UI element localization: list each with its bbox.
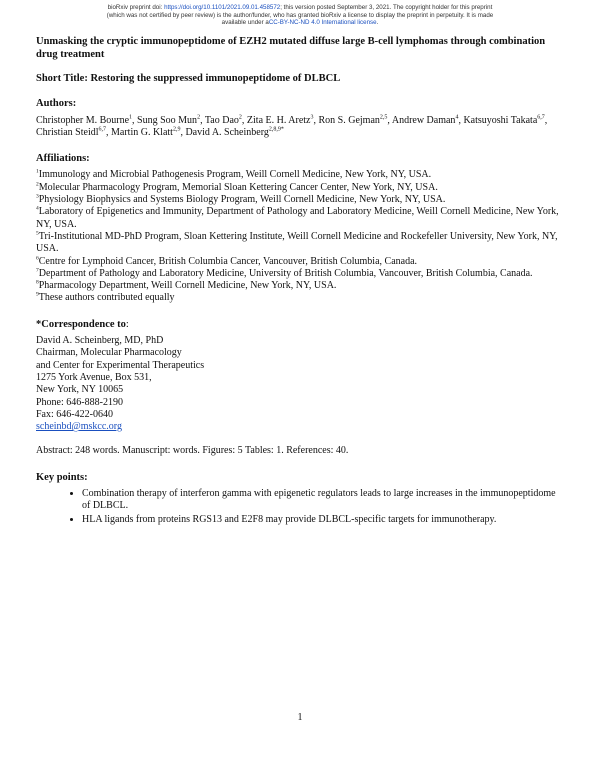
word-counts: Abstract: 248 words. Manuscript: words. Figures: 5 Tables: 1. References: 40. bbox=[36, 445, 349, 457]
affiliation-item bbox=[36, 256, 566, 268]
correspondence-line: Phone: 646-888-2190 bbox=[36, 396, 123, 408]
key-points-heading: Key points: bbox=[36, 471, 88, 483]
author-separator: , bbox=[132, 114, 138, 126]
short-title: Short Title: Restoring the suppressed immunopeptidome of DLBCL bbox=[36, 73, 341, 84]
author-affiliation-sup: 2,8,9* bbox=[268, 126, 284, 133]
affiliation-item bbox=[36, 292, 566, 304]
license-link[interactable]: CC-BY-NC-ND 4.0 International license bbox=[268, 19, 377, 27]
author-name: Andrew Daman bbox=[391, 114, 456, 126]
correspondence-line: Chairman, Molecular Pharmacology bbox=[36, 347, 182, 359]
affiliation-number: 7 bbox=[36, 267, 39, 274]
page-number: 1 bbox=[297, 712, 303, 723]
correspondence-line: 1275 York Avenue, Box 531, bbox=[36, 371, 152, 383]
affiliation-list bbox=[36, 169, 566, 304]
author-name: Christopher M. Bourne bbox=[36, 114, 130, 126]
affiliation-text: Physiology Biophysics and Systems Biology Program, Weill Cornell Medicine, New York, NY, USA. bbox=[38, 194, 446, 206]
affiliation-text: Pharmacology Department, Weill Cornell Medicine, New York, NY, USA. bbox=[38, 280, 337, 292]
preprint-banner bbox=[40, 4, 560, 27]
affiliation-text: Laboratory of Epigenetics and Immunity, Department of Pathology and Laboratory Medicine, Weill Cornell Medicine, New York, NY, USA. bbox=[36, 206, 559, 230]
affiliation-number: 8 bbox=[36, 279, 39, 286]
paper-title: Unmasking the cryptic immunopeptidome of EZH2 mutated diffuse large B-cell lymphomas through combination drug treatment bbox=[36, 36, 546, 60]
affiliation-item bbox=[36, 280, 566, 292]
affiliation-number: 9 bbox=[36, 292, 39, 299]
author-separator: , bbox=[313, 114, 319, 126]
author-affiliation-sup: 2 bbox=[197, 114, 201, 121]
author-separator: , bbox=[458, 114, 464, 126]
affiliation-number: 3 bbox=[36, 193, 39, 200]
key-point-item: • Combination therapy of interferon gamma with epigenetic regulators leads to large increases in the immunopeptidome of DLBCL. bbox=[82, 488, 566, 513]
affiliation-number: 4 bbox=[36, 206, 39, 213]
author-affiliation-sup: 1 bbox=[129, 114, 133, 121]
authors-heading: Authors: bbox=[36, 98, 77, 110]
author-affiliation-sup: 6,7 bbox=[98, 126, 106, 133]
author-name: Katsuyoshi Takata bbox=[463, 114, 538, 126]
affiliation-text: Department of Pathology and Laboratory Medicine, University of British Columbia, Vancouver, British Columbia, Canada. bbox=[38, 267, 533, 279]
author-name: Sung Soo Mun bbox=[137, 114, 198, 126]
author-separator: , bbox=[180, 126, 186, 138]
affiliation-item bbox=[36, 182, 566, 194]
doi-link[interactable]: https://doi.org/10.1101/2021.09.01.458572 bbox=[164, 4, 281, 11]
affiliation-item bbox=[36, 231, 566, 256]
author-affiliation-sup: 2,5 bbox=[379, 114, 388, 121]
affiliation-item bbox=[36, 169, 566, 181]
correspondence-line: Fax: 646-422-0640 bbox=[36, 408, 113, 420]
author-affiliation-sup: 6,7 bbox=[537, 114, 545, 121]
affiliation-text: Molecular Pharmacology Program, Memorial Sloan Kettering Cancer Center, New York, NY, USA. bbox=[38, 181, 438, 193]
author-affiliation-sup: 2,9 bbox=[172, 126, 181, 133]
banner-line-3: available under aCC-BY-NC-ND 4.0 International license. bbox=[221, 19, 379, 27]
author-separator: , bbox=[241, 114, 247, 126]
author-name: Ron S. Gejman bbox=[318, 114, 380, 126]
correspondence-block bbox=[36, 335, 566, 433]
page-content bbox=[36, 36, 566, 527]
key-points-list bbox=[36, 488, 566, 526]
affiliation-item bbox=[36, 206, 566, 231]
affiliations-heading: Affiliations: bbox=[36, 153, 90, 165]
author-affiliation-sup: 4 bbox=[455, 114, 459, 121]
author-name: Christian Steidl bbox=[36, 126, 99, 138]
banner-line-1: bioRxiv preprint doi: https://doi.org/10.1101/2021.09.01.458572; this version posted September 3, 2021. The copyright holder for this preprint bbox=[107, 4, 493, 11]
affiliation-text: Centre for Lymphoid Cancer, British Columbia Cancer, Vancouver, British Columbia, Canada. bbox=[38, 255, 418, 267]
affiliation-item bbox=[36, 268, 566, 280]
author-separator: , bbox=[387, 114, 392, 126]
author-separator: , bbox=[106, 126, 111, 138]
affiliation-number: 1 bbox=[36, 169, 39, 176]
author-name: Martin G. Klatt bbox=[111, 126, 173, 138]
author-list bbox=[36, 115, 566, 140]
correspondence-heading: *Correspondence to: bbox=[36, 318, 129, 330]
email-link[interactable]: scheinbd@mskcc.org bbox=[36, 421, 122, 433]
affiliation-number: 6 bbox=[36, 255, 39, 262]
affiliation-number: 5 bbox=[36, 230, 39, 237]
key-point-item: • HLA ligands from proteins RGS13 and E2F8 may provide DLBCL-specific targets for immunotherapy. bbox=[82, 514, 566, 526]
correspondence-line: and Center for Experimental Therapeutics bbox=[36, 359, 205, 371]
correspondence-line: New York, NY 10065 bbox=[36, 384, 124, 396]
affiliation-text: Tri-Institutional MD-PhD Program, Sloan Kettering Institute, Weill Cornell Medicine and Rockefeller University, New York, NY, USA. bbox=[36, 230, 558, 255]
author-affiliation-sup: 2 bbox=[238, 114, 242, 121]
affiliation-text: Immunology and Microbial Pathogenesis Program, Weill Cornell Medicine, New York, NY, USA. bbox=[38, 169, 432, 181]
correspondence-address bbox=[36, 335, 566, 421]
author-separator: , bbox=[544, 114, 548, 126]
correspondence-line: David A. Scheinberg, MD, PhD bbox=[36, 335, 164, 347]
banner-line-2: (which was not certified by peer review) is the author/funder, who has granted bioRxiv a license to display the preprint in perpetuity. It is made bbox=[106, 11, 494, 19]
author-name: David A. Scheinberg bbox=[185, 126, 269, 138]
author-name: Zita E. H. Aretz bbox=[246, 114, 311, 126]
author-affiliation-sup: 3 bbox=[310, 114, 314, 121]
author-separator: , bbox=[200, 114, 205, 126]
affiliation-text: These authors contributed equally bbox=[38, 292, 175, 304]
author-name: Tao Dao bbox=[204, 114, 239, 126]
affiliation-number: 2 bbox=[36, 181, 39, 188]
affiliation-item bbox=[36, 194, 566, 206]
